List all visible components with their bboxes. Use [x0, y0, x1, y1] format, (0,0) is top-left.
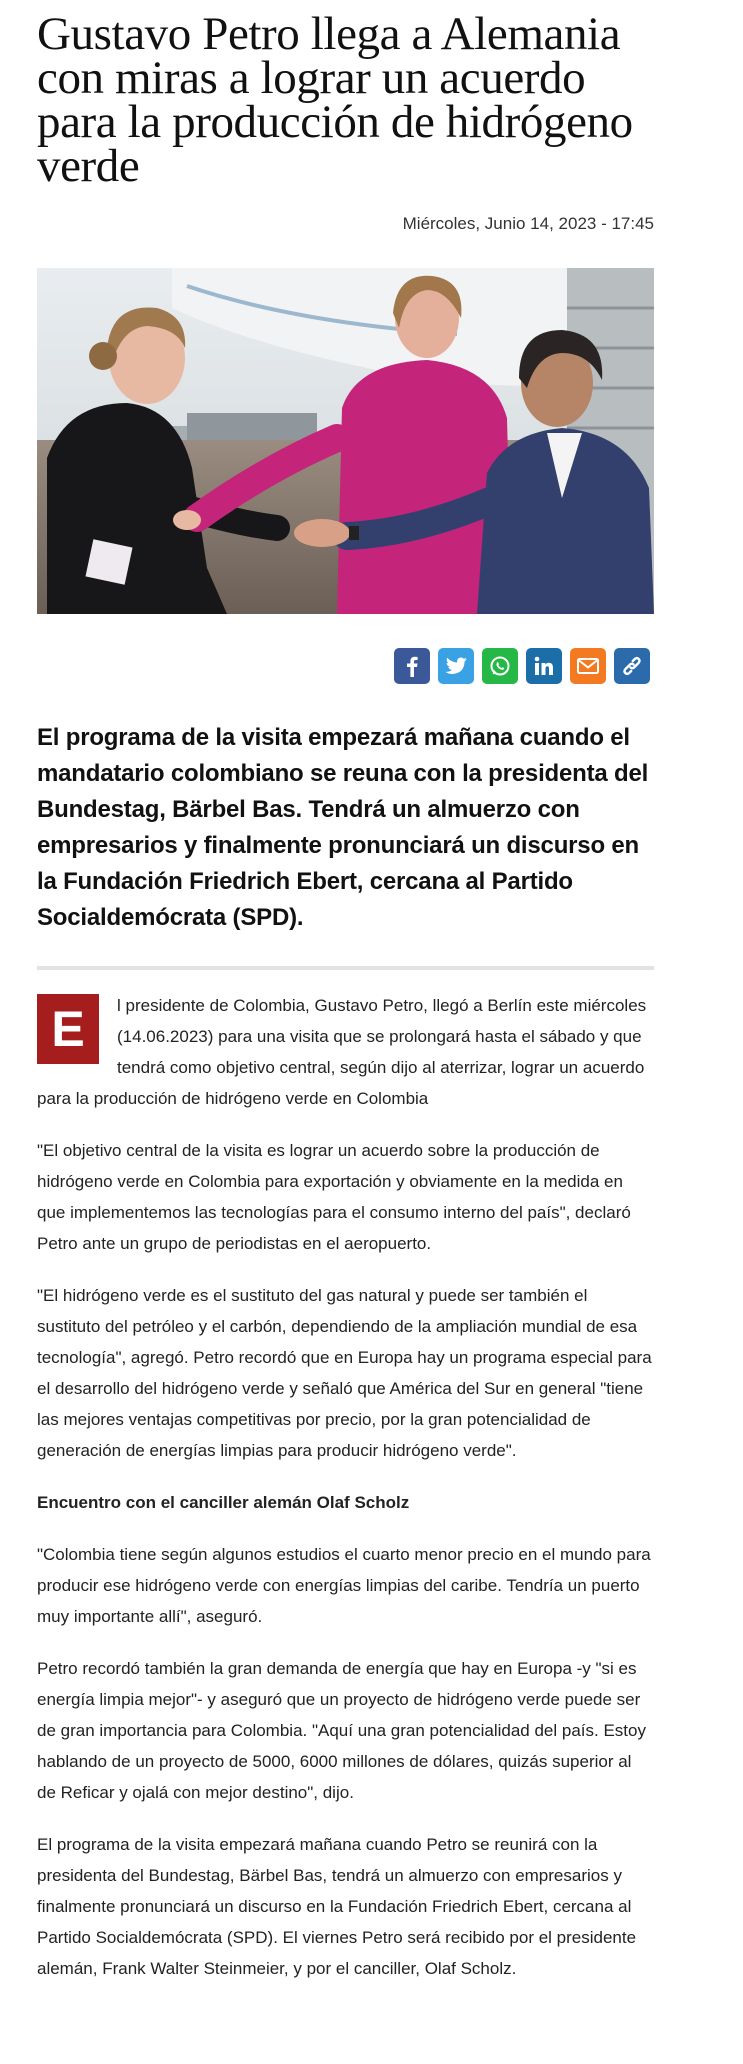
- article-title: Gustavo Petro llega a Alemania con miras a lograr un acuerdo para la producción de hidrógeno verde: [37, 8, 633, 192]
- article-lead: El programa de la visita empezará mañana cuando el mandatario colombiano se reuna con la presidenta del Bundestag, Bärbel Bas. Tendrá un almuerzo con empresarios y finalmente pronunciará un discurso en la Fundación Friedrich Ebert, cercana al Partido Socialdemócrata (SPD).: [37, 724, 649, 931]
- article-photo: [37, 268, 654, 614]
- share-bar: [37, 648, 654, 686]
- divider: [37, 966, 654, 970]
- drop-cap: E: [37, 994, 99, 1064]
- linkedin-share-button[interactable]: [526, 648, 562, 684]
- paragraph-text: l presidente de Colombia, Gustavo Petro, llegó a Berlín este miércoles (14.06.2023) para una visita que se prolongará hasta el sábado y que tendrá como objetivo central, según dijo al aterrizar, lograr un acuerdo para la producción de hidrógeno verde en Colombia: [37, 996, 647, 1108]
- paragraph: El programa de la visita empezará mañana cuando Petro se reunirá con la presidenta del Bundestag, Bärbel Bas, tendrá un almuerzo con empresarios y finalmente pronunciará un discurso en la Fundación Friedrich Ebert, cercana al Partido Socialdemócrata (SPD). El viernes Petro será recibido por el presidente alemán, Frank Walter Steinmeier, y por el canciller, Olaf Scholz.: [37, 1835, 637, 1978]
- paragraph: [37, 990, 654, 1114]
- paragraph: "El objetivo central de la visita es lograr un acuerdo sobre la producción de hidrógeno verde en Colombia para exportación y obviamente en la medida en que implementemos las tecnologías para el consumo interno del país", declaró Petro ante un grupo de periodistas en el aeropuerto.: [37, 1141, 631, 1253]
- article-body: [37, 990, 654, 1984]
- copy-link-button[interactable]: [614, 648, 650, 684]
- email-share-button[interactable]: [570, 648, 606, 684]
- whatsapp-share-button[interactable]: [482, 648, 518, 684]
- whatsapp-icon: [489, 655, 511, 677]
- paragraph: Petro recordó también la gran demanda de energía que hay en Europa -y "si es energía limpia mejor"- y aseguró que un proyecto de hidrógeno verde puede ser de gran importancia para Colombia. "Aquí una gran potencialidad del país. Estoy hablando de un proyecto de 5000, 6000 millones de dólares, quizás superior al de Reficar y ojalá con mejor destino", dijo.: [37, 1659, 646, 1802]
- linkedin-icon: [533, 655, 555, 677]
- paragraph: "Colombia tiene según algunos estudios el cuarto menor precio en el mundo para producir ese hidrógeno verde con energías limpias del caribe. Tendría un puerto muy importante allí", aseguró.: [37, 1545, 651, 1626]
- article-date: Miércoles, Junio 14, 2023 - 17:45: [402, 214, 654, 233]
- twitter-icon: [445, 657, 467, 675]
- facebook-icon: [402, 655, 422, 677]
- article: [37, 0, 654, 2005]
- email-icon: [577, 658, 599, 674]
- paragraph: "El hidrógeno verde es el sustituto del gas natural y puede ser también el sustituto del petróleo y el carbón, dependiendo de la ampliación mundial de esa tecnología", agregó. Petro recordó que en Europa hay un programa especial para el desarrollo del hidrógeno verde y señaló que América del Sur en general "tiene las mejores ventajas competitivas por precio, por la gran potencialidad de generación de energías limpias para producir hidrógeno verde".: [37, 1286, 652, 1460]
- link-icon: [621, 655, 643, 677]
- section-subheading: Encuentro con el canciller alemán Olaf Scholz: [37, 1493, 410, 1512]
- twitter-share-button[interactable]: [438, 648, 474, 684]
- facebook-share-button[interactable]: [394, 648, 430, 684]
